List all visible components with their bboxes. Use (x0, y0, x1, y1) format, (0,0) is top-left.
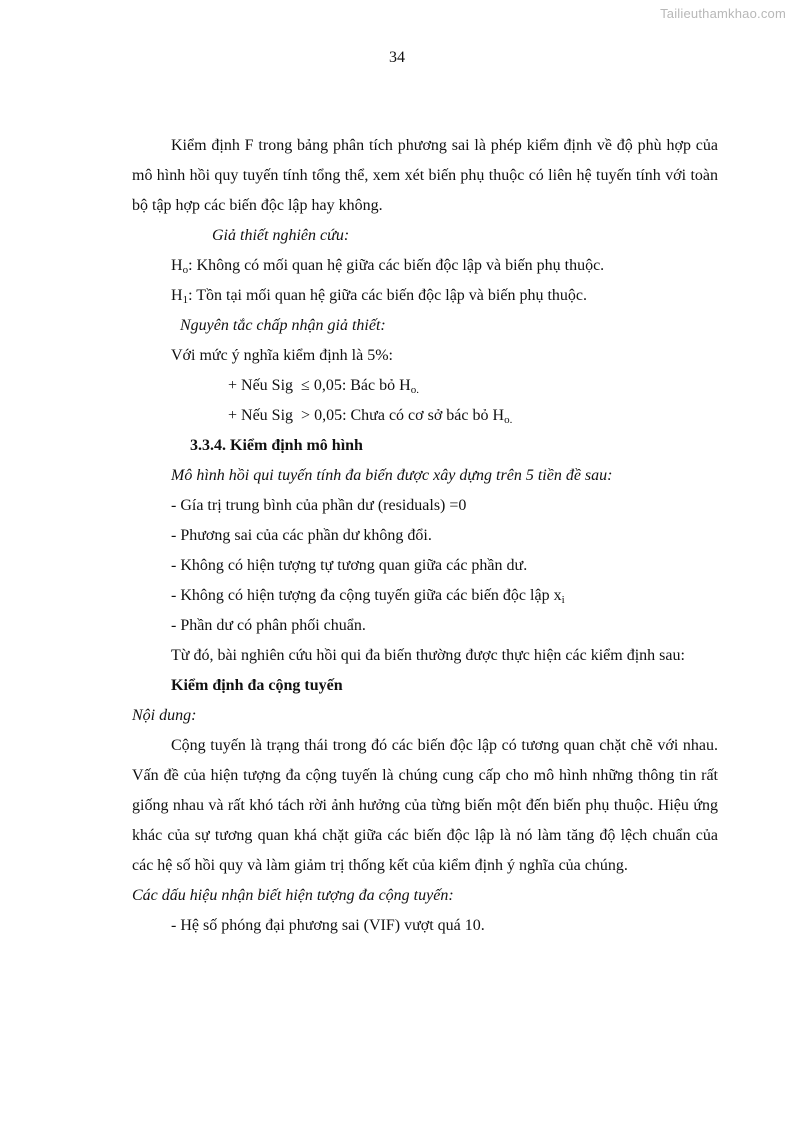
watermark: Tailieuthamkhao.com (660, 6, 786, 21)
multicollinearity-heading: Kiểm định đa cộng tuyến (171, 677, 343, 694)
assumption-item-multicollinearity (132, 581, 718, 611)
signs-title: Các dấu hiệu nhận biết hiện tượng đa cộng tuyến: (132, 887, 454, 904)
h1-symbol: H (171, 287, 183, 304)
paragraph-tests-intro: Từ đó, bài nghiên cứu hồi qui đa biến thường được thực hiện các kiểm định sau: (171, 647, 685, 664)
h1-subscript: 1 (182, 294, 189, 306)
rule2-prefix: + Nếu Sig (228, 407, 294, 424)
assumptions-title: Mô hình hồi qui tuyến tính đa biến được xây dựng trên 5 tiền đề sau: (171, 467, 613, 484)
principle-title: Nguyên tắc chấp nhận giả thiết: (180, 317, 386, 334)
rule1-text: 0,05: Bác bỏ H (309, 377, 411, 394)
section-heading: 3.3.4. Kiểm định mô hình (190, 437, 363, 454)
rule1-prefix: + Nếu Sig (228, 377, 294, 394)
h0-subscript: o (182, 264, 189, 276)
h0-text: : Không có mối quan hệ giữa các biến độc lập và biến phụ thuộc. (188, 257, 605, 274)
significance-level: Với mức ý nghĩa kiểm định là 5%: (171, 347, 393, 364)
assumption-item: - Phương sai của các phần dư không đổi. (171, 527, 432, 544)
rule1-operator: ≤ (301, 377, 310, 394)
assumption-item: - Không có hiện tượng tự tương quan giữa các phần dư. (171, 557, 528, 574)
rule2-subscript: o. (504, 414, 513, 426)
rule1-subscript: o. (410, 384, 419, 396)
assumption-4-text: - Không có hiện tượng đa cộng tuyến giữa các biến độc lập x (171, 587, 562, 604)
paragraph-collinearity: Cộng tuyến là trạng thái trong đó các biến độc lập có tương quan chặt chẽ với nhau. Vấn đề của hiện tượng đa cộng tuyến là chúng cung cấp cho mô hình những thông tin rất giống nhau và rất khó tách rời ảnh hưởng của từng biến một đến biến phụ thuộc. Hiệu ứng khác của sự tương quan khá chặt giữa các biến độc lập là nó làm tăng độ lệch chuẩn của các hệ số hồi quy và làm giảm trị thống kết của kiểm định ý nghĩa của chúng. (132, 737, 718, 874)
hypothesis-h1 (132, 281, 718, 311)
rule-not-reject (132, 401, 718, 431)
page-number: 34 (389, 49, 405, 66)
sign-vif: - Hệ số phóng đại phương sai (VIF) vượt quá 10. (171, 917, 485, 934)
assumption-item: - Gía trị trung bình của phần dư (residuals) =0 (171, 497, 467, 514)
paragraph-f-test: Kiểm định F trong bảng phân tích phương sai là phép kiểm định về độ phù hợp của mô hình hồi quy tuyến tính tổng thể, xem xét biến phụ thuộc có liên hệ tuyến tính với toàn bộ tập hợp các biến độc lập hay không. (132, 137, 718, 214)
h1-text: : Tồn tại mối quan hệ giữa các biến độc lập và biến phụ thuộc. (188, 287, 587, 304)
h0-symbol: H (171, 257, 183, 274)
rule2-text: 0,05: Chưa có cơ sở bác bỏ H (310, 407, 505, 424)
hypothesis-title: Giả thiết nghiên cứu: (212, 227, 350, 244)
content-label: Nội dung: (132, 707, 197, 724)
rule2-operator: > (301, 407, 311, 424)
assumption-item: - Phần dư có phân phối chuẩn. (171, 617, 366, 634)
document-body (132, 131, 718, 941)
rule-reject (132, 371, 718, 401)
assumption-4-subscript: i (561, 594, 565, 606)
hypothesis-h0 (132, 251, 718, 281)
